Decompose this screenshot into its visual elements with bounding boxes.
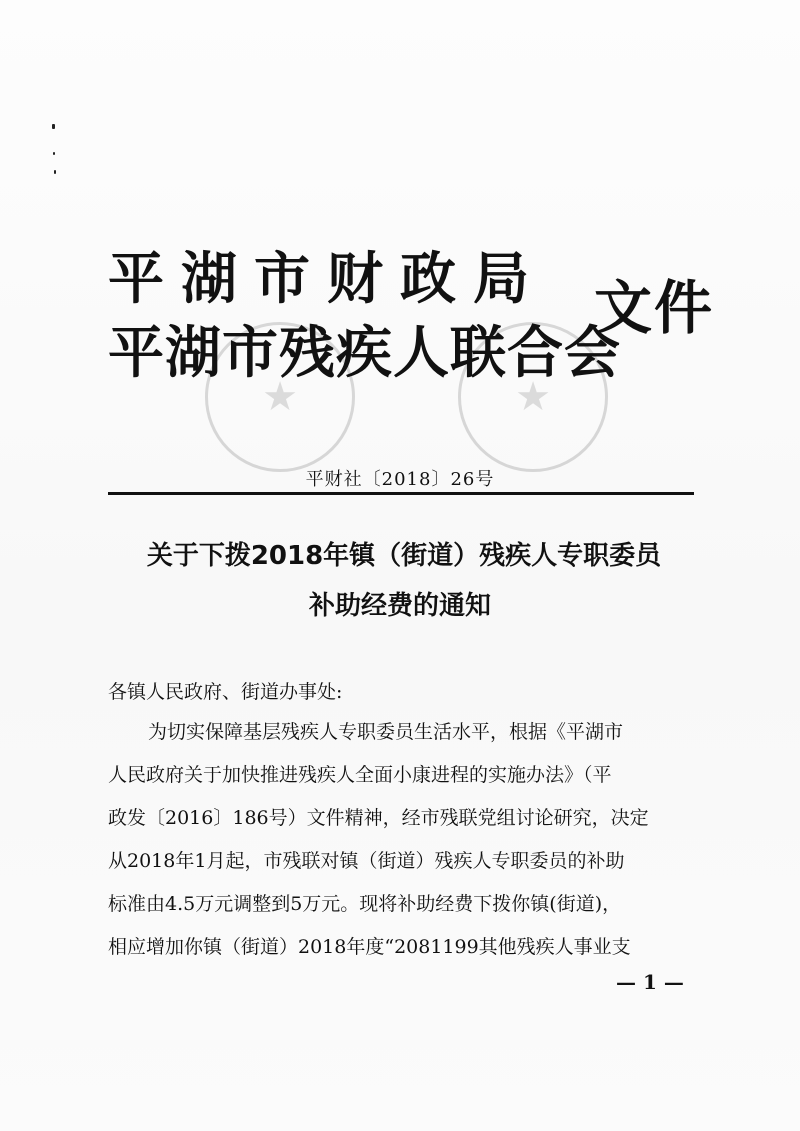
body-text-line: 政发〔2016〕186号）文件精神，经市残联党组讨论研究，决定 bbox=[108, 807, 649, 829]
document-title-line-1: 关于下拨2018年镇（街道）残疾人专职委员 bbox=[146, 541, 662, 571]
body-text-line: 相应增加你镇（街道）2018年度“2081199其他残疾人事业支 bbox=[108, 936, 631, 958]
body-text-line: 为切实保障基层残疾人专职委员生活水平，根据《平湖市 bbox=[148, 721, 624, 743]
document-title-line-2: 补助经费的通知 bbox=[308, 591, 491, 621]
scan-speck bbox=[52, 124, 55, 129]
document-type: 文件 bbox=[594, 274, 715, 342]
issuer-finance-bureau: 平湖市财政局 bbox=[108, 247, 546, 312]
body-text-line: 人民政府关于加快推进残疾人全面小康进程的实施办法》（平 bbox=[108, 764, 612, 786]
body-text-line: 从2018年1月起，市残联对镇（街道）残疾人专职委员的补助 bbox=[108, 850, 625, 872]
seal-star-icon: ★ bbox=[262, 374, 298, 420]
header-divider bbox=[108, 492, 694, 495]
seal-star-icon: ★ bbox=[515, 374, 551, 420]
salutation: 各镇人民政府、街道办事处: bbox=[108, 681, 343, 703]
body-text-line: 标准由4.5万元调整到5万元。现将补助经费下拨你镇(街道)， bbox=[108, 893, 622, 915]
issuer-disabled-federation: 平湖市残疾人联合会 bbox=[108, 321, 621, 386]
scan-speck bbox=[54, 170, 56, 174]
scan-speck bbox=[53, 152, 55, 155]
document-number: 平财社〔2018〕26号 bbox=[305, 469, 495, 490]
document-header bbox=[108, 240, 715, 400]
page-number: — 1 — bbox=[616, 970, 684, 994]
